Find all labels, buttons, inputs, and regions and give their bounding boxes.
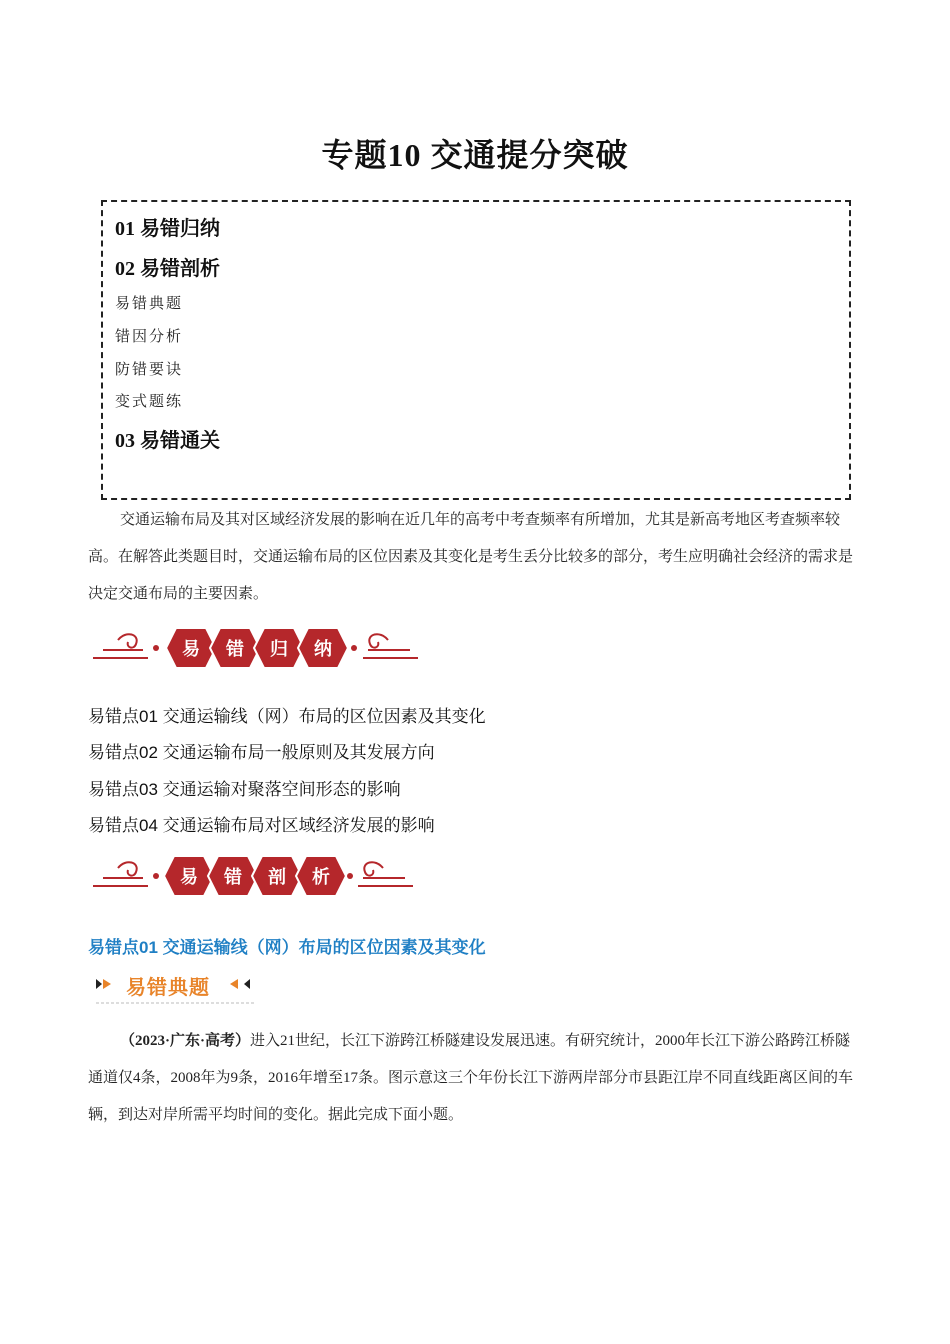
section-heading: 易错点01 交通运输线（网）布局的区位因素及其变化 — [88, 938, 486, 957]
error-point-item: 易错点01 交通运输线（网）布局的区位因素及其变化 — [88, 707, 486, 726]
intro-paragraph: 交通运输布局及其对区域经济发展的影响在近几年的高考中考查频率有所增加，尤其是新高考地区考查频率较高。在解答此类题目时，交通运输布局的区位因素及其变化是考生丢分比较多的部分，考生应明确社会经济的需求是决定交通布局的主要因素。 — [88, 512, 854, 602]
toc-sub-item: 易错典题 — [115, 296, 184, 312]
section-banner-analysis — [88, 850, 423, 907]
banner-char: 归 — [270, 639, 288, 660]
question-paragraph — [88, 1023, 863, 1134]
error-point-item: 易错点03 交通运输对聚落空间形态的影响 — [88, 780, 401, 799]
toc-sub-item: 防错要诀 — [115, 362, 184, 378]
table-of-contents — [101, 200, 851, 500]
question-source: （2023·广东·高考） — [120, 1033, 251, 1049]
banner-char: 易 — [182, 639, 200, 660]
section-banner-summary — [88, 622, 423, 679]
banner-char: 剖 — [268, 867, 286, 888]
banner-char: 错 — [226, 639, 244, 660]
typical-question-tag — [96, 970, 256, 1011]
page-title: 专题10 交通提分突破 — [321, 137, 629, 173]
banner-char: 错 — [224, 867, 242, 888]
banner-char: 易 — [180, 867, 198, 888]
error-point-item: 易错点04 交通运输布局对区域经济发展的影响 — [88, 816, 435, 835]
banner-analysis-graphic — [88, 850, 423, 902]
banner-summary-graphic — [88, 622, 423, 674]
toc-heading-2: 02 易错剖析 — [115, 258, 220, 280]
banner-char: 纳 — [314, 639, 332, 660]
toc-sub-item: 错因分析 — [115, 329, 184, 345]
error-point-item: 易错点02 交通运输布局一般原则及其发展方向 — [88, 743, 435, 762]
toc-heading-1: 01 易错归纳 — [115, 218, 220, 240]
tag-label: 易错典题 — [126, 977, 210, 999]
question-text: 进入21世纪，长江下游跨江桥隧建设发展迅速。有研究统计，2000年长江下游公路跨江桥隧通道仅4条，2008年为9条，2016年增至17条。图示意这三个年份长江下游两岸部分市县距江岸不同直线距离区间的车辆，到达对岸所需平均时间的变化。据此完成下面小题。 — [88, 1033, 854, 1123]
toc-heading-3: 03 易错通关 — [115, 430, 220, 452]
toc-sub-item: 变式题练 — [115, 394, 184, 410]
banner-char: 析 — [312, 867, 330, 888]
